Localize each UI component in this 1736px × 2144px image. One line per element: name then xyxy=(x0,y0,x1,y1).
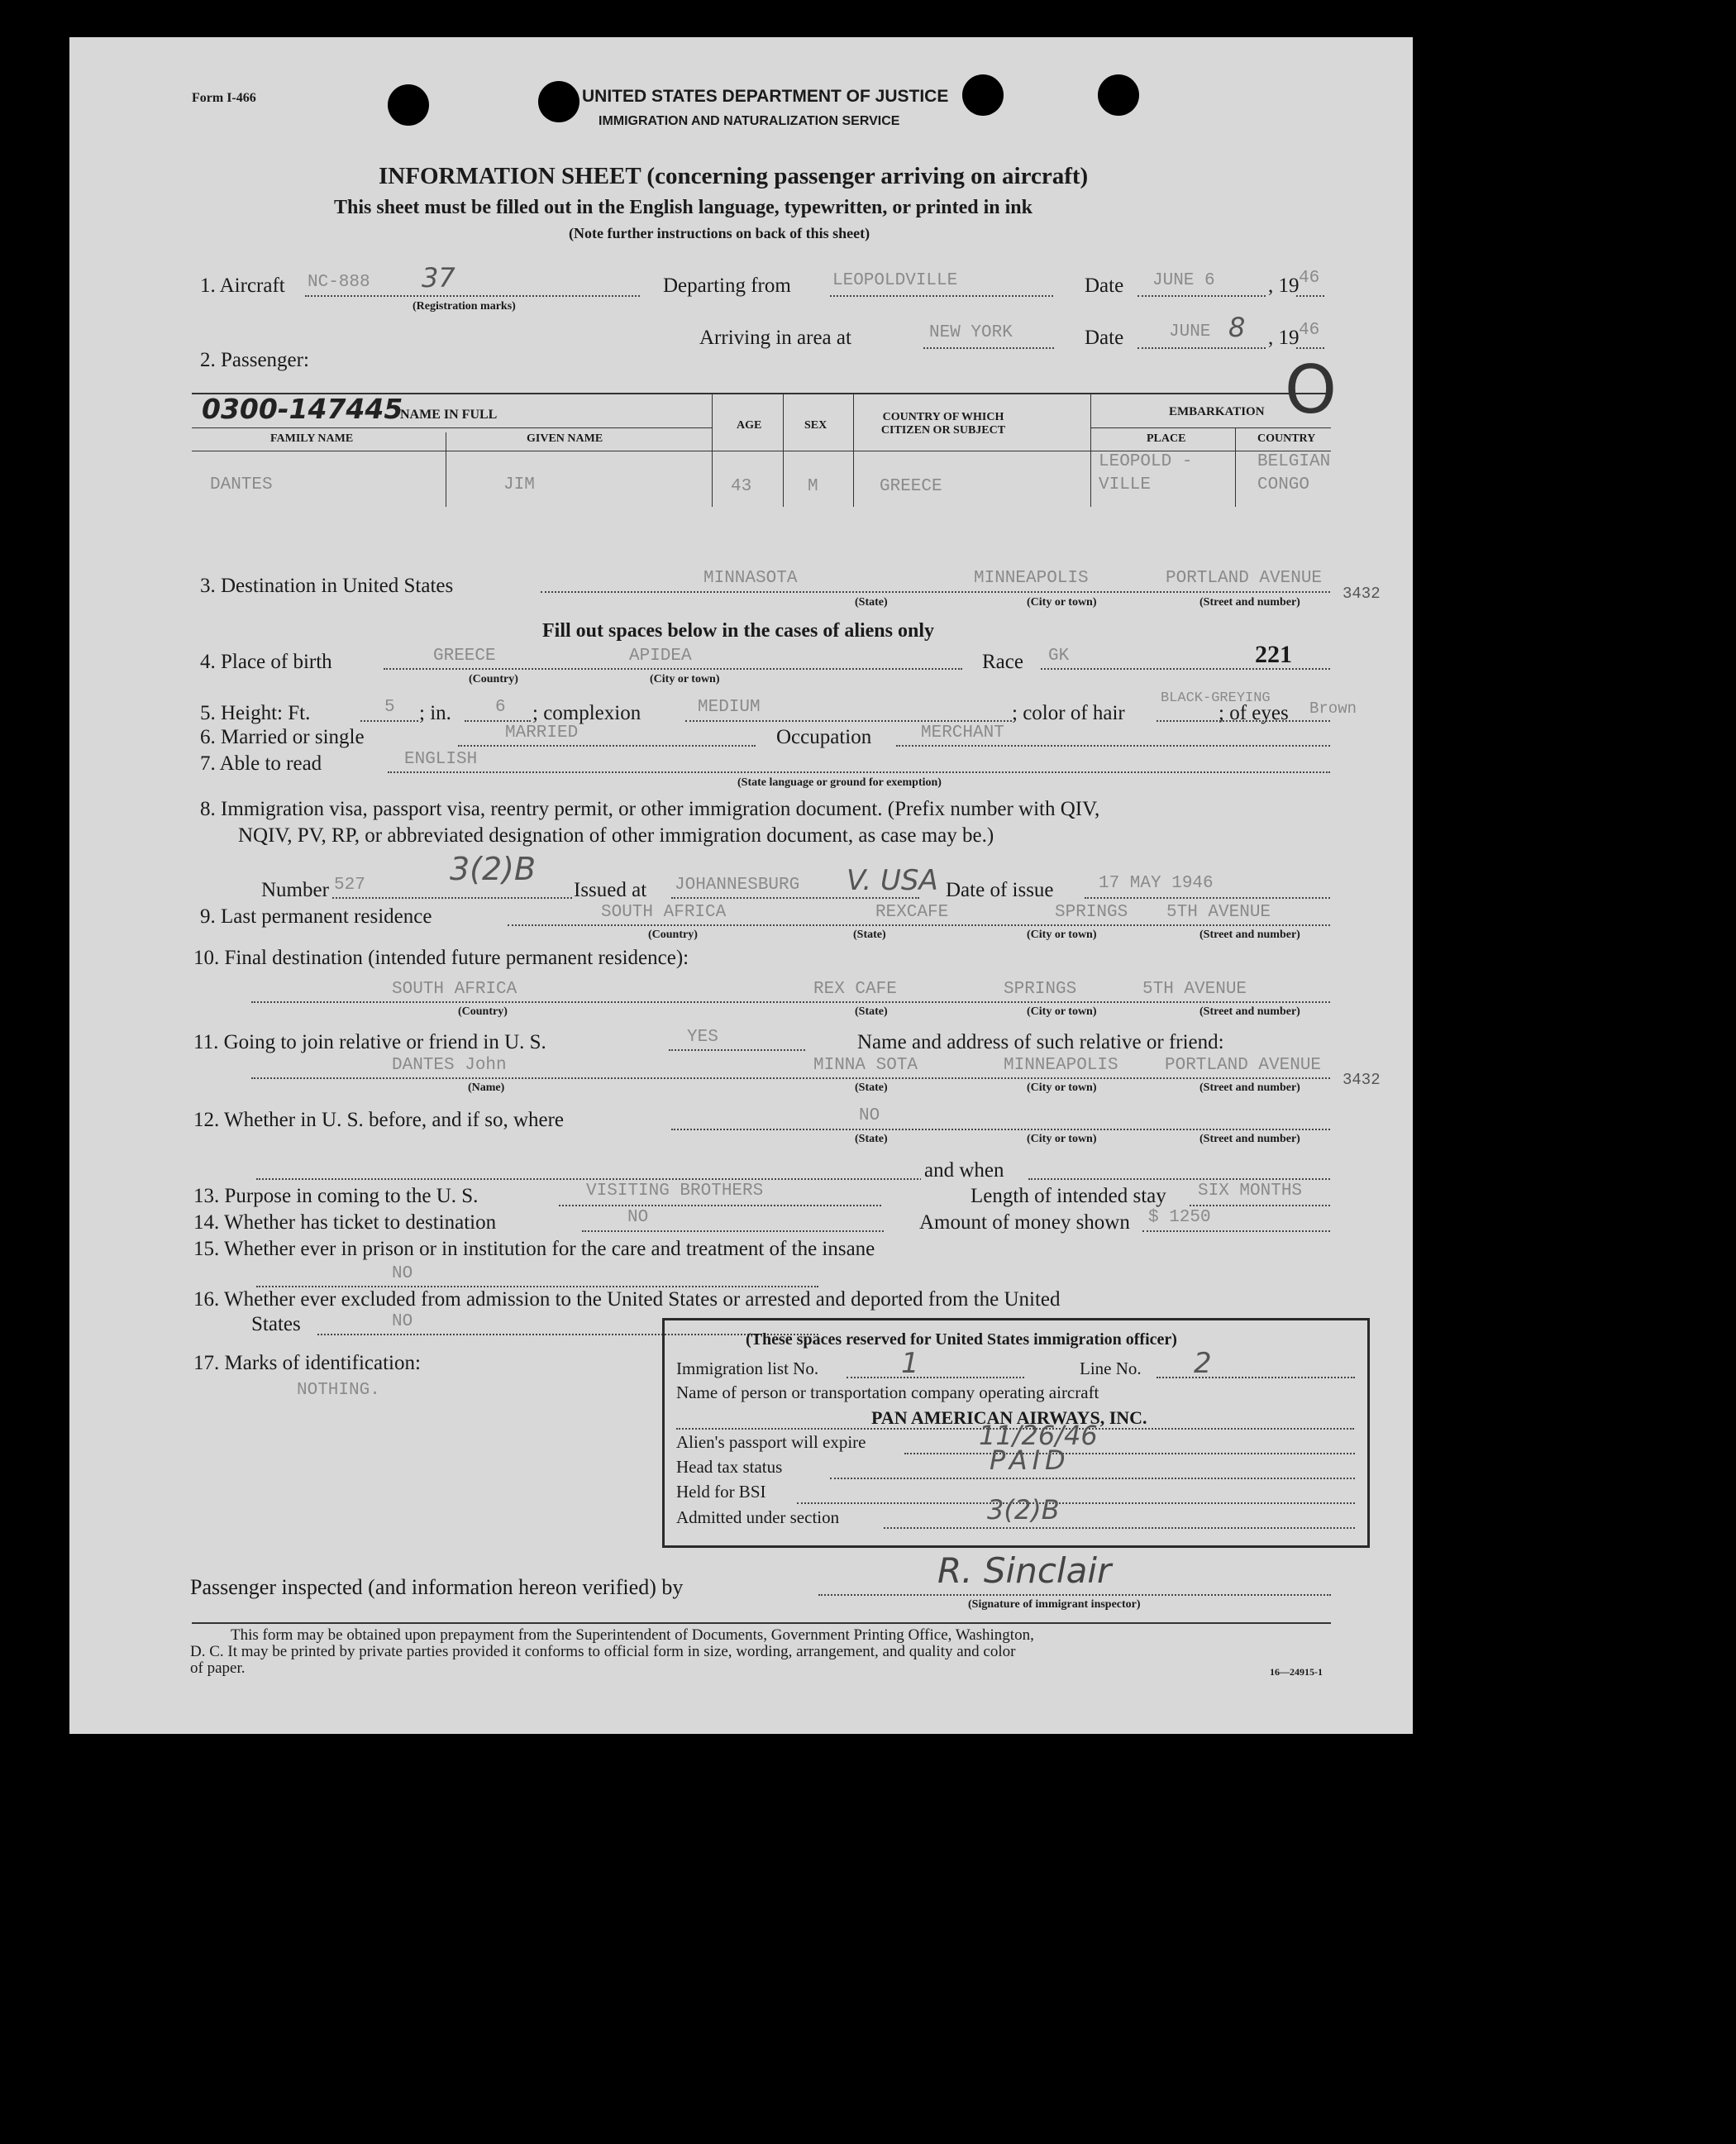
final-city: SPRINGS xyxy=(1004,980,1077,999)
join-value: YES xyxy=(687,1028,718,1047)
aircraft-value: NC-888 xyxy=(308,273,370,292)
passport-value: 11/26/46 xyxy=(979,1420,1098,1451)
name-in-full: NAME IN FULL xyxy=(400,408,498,422)
height-inches-line xyxy=(465,720,531,722)
place-line2: VILLE xyxy=(1099,475,1152,494)
form-number: Form I-466 xyxy=(192,91,256,105)
before-line xyxy=(671,1129,1330,1130)
hair-label: ; color of hair xyxy=(1012,702,1125,724)
purpose-value: VISITING BROTHERS xyxy=(586,1182,764,1201)
year-arrival-line xyxy=(1296,347,1324,349)
operator-value: PAN AMERICAN AIRWAYS, INC. xyxy=(871,1407,1147,1428)
operator-label: Name of person or transportation company operating aircraft xyxy=(676,1382,1099,1402)
form-sheet xyxy=(69,37,1413,1734)
race-value: GK xyxy=(1048,647,1070,666)
birth-line xyxy=(384,668,962,670)
q10-label: 10. Final destination (intended future permanent residence): xyxy=(193,947,689,969)
place-line1: LEOPOLD - xyxy=(1099,452,1193,471)
form-title: INFORMATION SHEET (concerning passenger arriving on aircraft) xyxy=(379,163,1089,189)
departing-label: Departing from xyxy=(663,275,791,297)
residence-street: 5TH AVENUE xyxy=(1166,903,1271,922)
punch-hole-1 xyxy=(388,84,429,126)
relative-cap-city: (City or town) xyxy=(1027,1082,1097,1094)
purpose-line xyxy=(559,1205,881,1206)
relative-cap-state: (State) xyxy=(855,1082,888,1094)
relative-street-number: 3432 xyxy=(1343,1071,1381,1089)
relative-city: MINNEAPOLIS xyxy=(1004,1056,1118,1075)
date-arrival-line xyxy=(1137,347,1266,349)
before-cap-city: (City or town) xyxy=(1027,1133,1097,1145)
given-name-value: JIM xyxy=(503,475,535,494)
line-label: Line No. xyxy=(1080,1359,1142,1378)
marks-value: NOTHING. xyxy=(297,1381,380,1400)
relative-state: MINNA SOTA xyxy=(813,1056,918,1075)
signature-caption: (Signature of immigrant inspector) xyxy=(968,1598,1141,1611)
complexion-line xyxy=(685,720,1012,722)
destination-street-number: 3432 xyxy=(1343,585,1381,603)
number-value: 527 xyxy=(334,876,365,895)
q8-label-line1: 8. Immigration visa, passport visa, reentry permit, or other immigration document. (Prefix number with QIV, xyxy=(200,798,1100,820)
footer-line3: of paper. xyxy=(190,1659,246,1677)
residence-cap-country: (Country) xyxy=(648,929,698,941)
citizen-country-value: GREECE xyxy=(880,477,942,496)
footer-line1: This form may be obtained upon prepayment from the Superintendent of Documents, Government Printing Office, Washington, xyxy=(231,1626,1034,1644)
occupation-value: MERCHANT xyxy=(921,723,1004,743)
year-departure-prefix: , 19 xyxy=(1268,275,1300,297)
stay-value: SIX MONTHS xyxy=(1198,1182,1303,1201)
ticket-value: NO xyxy=(627,1208,649,1227)
when-line xyxy=(1028,1178,1330,1180)
departing-value: LEOPOLDVILLE xyxy=(832,271,958,290)
height-feet-line xyxy=(360,720,418,722)
birth-city: APIDEA xyxy=(629,647,692,666)
final-cap-city: (City or town) xyxy=(1027,1005,1097,1018)
q12-label: 12. Whether in U. S. before, and if so, where xyxy=(193,1109,565,1131)
departing-line xyxy=(830,295,1053,297)
complexion-value: MEDIUM xyxy=(698,698,761,717)
officer-box-title: (These spaces reserved for United States immigration officer) xyxy=(746,1330,1177,1349)
q5-label: 5. Height: Ft. xyxy=(200,702,311,724)
relative-cap-street: (Street and number) xyxy=(1199,1082,1300,1094)
sex-value: M xyxy=(808,477,818,496)
date-departure-label: Date xyxy=(1085,275,1124,297)
residence-line xyxy=(508,924,1330,926)
relative-name: DANTES John xyxy=(392,1056,507,1075)
file-number-handwritten: 0300-147445 xyxy=(202,393,403,425)
q7-label: 7. Able to read xyxy=(200,752,322,775)
before-cap-street: (Street and number) xyxy=(1199,1133,1300,1145)
list-value: 1 xyxy=(901,1347,919,1380)
residence-state: REXCAFE xyxy=(875,903,949,922)
aliens-header: Fill out spaces below in the cases of aliens only xyxy=(542,620,935,642)
date-arrival-handwritten: 8 xyxy=(1228,312,1246,343)
punch-hole-3 xyxy=(962,74,1004,116)
q13-label: 13. Purpose in coming to the U. S. xyxy=(193,1185,479,1207)
footer-rule xyxy=(192,1622,1331,1624)
q15-label: 15. Whether ever in prison or in institution for the care and treatment of the insane xyxy=(193,1238,875,1260)
date-arrival-value: JUNE xyxy=(1169,322,1211,341)
final-cap-country: (Country) xyxy=(458,1005,508,1018)
residence-country: SOUTH AFRICA xyxy=(601,903,727,922)
arriving-value: NEW YORK xyxy=(929,323,1013,342)
signature-line xyxy=(818,1594,1331,1596)
hair-eyes-line xyxy=(1157,720,1330,722)
q11-label: 11. Going to join relative or friend in U. S. xyxy=(193,1031,546,1053)
when-label: and when xyxy=(921,1159,1008,1182)
prison-line xyxy=(256,1286,818,1287)
number-line xyxy=(332,897,572,899)
col-sex: SEX xyxy=(804,419,827,432)
arriving-label: Arriving in area at xyxy=(699,327,851,349)
line-no-line xyxy=(1157,1377,1355,1378)
year-arrival-value: 46 xyxy=(1299,321,1320,340)
q6-label: 6. Married or single xyxy=(200,726,365,748)
relative-street: PORTLAND AVENUE xyxy=(1165,1056,1322,1075)
form-subtitle: This sheet must be filled out in the English language, typewritten, or printed in ink xyxy=(334,197,1033,218)
relative-line xyxy=(251,1077,1330,1079)
q16-label-line1: 16. Whether ever excluded from admission to the United States or arrested and deported from the United xyxy=(193,1288,1061,1311)
marital-value: MARRIED xyxy=(505,723,579,743)
issued-value: JOHANNESBURG xyxy=(675,876,800,895)
q4-label: 4. Place of birth xyxy=(200,651,332,673)
officer-box xyxy=(662,1318,1370,1548)
residence-city: SPRINGS xyxy=(1055,903,1128,922)
headtax-value: PAID xyxy=(990,1444,1071,1476)
height-inches: 6 xyxy=(495,698,506,717)
admitted-line xyxy=(884,1527,1355,1529)
headtax-label: Head tax status xyxy=(676,1457,783,1477)
punch-hole-4 xyxy=(1098,74,1139,116)
date-issue-line xyxy=(1085,897,1330,899)
destination-cap-state: (State) xyxy=(855,596,888,609)
issued-label: Issued at xyxy=(574,879,647,901)
date-issue-value: 17 MAY 1946 xyxy=(1099,874,1214,893)
before-line-2 xyxy=(256,1178,984,1180)
bsi-label: Held for BSI xyxy=(676,1482,766,1502)
admitted-value: 3(2)B xyxy=(987,1494,1060,1526)
aircraft-line xyxy=(305,295,640,297)
passport-label: Alien's passport will expire xyxy=(676,1432,866,1452)
family-name-value: DANTES xyxy=(210,475,273,494)
money-label: Amount of money shown xyxy=(919,1211,1130,1234)
aircraft-handwritten: 37 xyxy=(422,262,455,294)
admitted-label: Admitted under section xyxy=(676,1507,840,1527)
q16-label-line2: States xyxy=(251,1313,301,1335)
race-line xyxy=(1041,668,1330,670)
marital-line xyxy=(458,745,756,747)
residence-cap-street: (Street and number) xyxy=(1199,929,1300,941)
age-value: 43 xyxy=(731,477,752,496)
number-handwritten: 3(2)B xyxy=(450,851,537,887)
final-cap-state: (State) xyxy=(855,1005,888,1018)
money-value: $ 1250 xyxy=(1148,1208,1211,1227)
punch-hole-2 xyxy=(538,81,579,122)
year-arrival-prefix: , 19 xyxy=(1268,327,1300,349)
read-value: ENGLISH xyxy=(404,750,478,769)
col-given-name: GIVEN NAME xyxy=(527,432,603,445)
prison-value: NO xyxy=(392,1264,413,1283)
destination-cap-street: (Street and number) xyxy=(1199,596,1300,609)
read-caption: (State language or ground for exemption) xyxy=(737,776,942,789)
col-place: PLACE xyxy=(1147,432,1186,445)
date-departure-line xyxy=(1137,295,1266,297)
col-embark-country: COUNTRY xyxy=(1257,432,1316,445)
service-name: IMMIGRATION AND NATURALIZATION SERVICE xyxy=(599,114,900,128)
destination-state: MINNASOTA xyxy=(703,569,798,588)
final-cap-street: (Street and number) xyxy=(1199,1005,1300,1018)
occupation-label: Occupation xyxy=(776,726,872,748)
join-line xyxy=(669,1049,805,1051)
height-feet: 5 xyxy=(384,698,395,717)
issued-handwritten: V. USA xyxy=(847,864,938,897)
circle-mark: O xyxy=(1285,351,1337,428)
list-label: Immigration list No. xyxy=(676,1359,819,1378)
embark-country-line2: CONGO xyxy=(1257,475,1310,494)
read-line xyxy=(388,771,1330,773)
excluded-value: NO xyxy=(392,1312,413,1331)
q9-label: 9. Last permanent residence xyxy=(200,905,432,928)
destination-street: PORTLAND AVENUE xyxy=(1166,569,1323,588)
q1-label: 1. Aircraft xyxy=(200,275,285,297)
name-address-label: Name and address of such relative or friend: xyxy=(857,1031,1224,1053)
date-issue-label: Date of issue xyxy=(946,879,1054,901)
final-line xyxy=(251,1001,1330,1003)
col-divider-6 xyxy=(1235,427,1236,507)
footer-line2: D. C. It may be printed by private parties provided it conforms to official form in size, wording, arrangement, and quality and color xyxy=(190,1643,1016,1660)
q8-label-line2: NQIV, PV, RP, or abbreviated designation of other immigration document, as case may be.) xyxy=(238,824,994,847)
hair-value: BLACK-GREYING xyxy=(1161,690,1271,706)
arriving-line xyxy=(923,347,1054,349)
q2-label: 2. Passenger: xyxy=(200,349,309,371)
final-state: REX CAFE xyxy=(813,980,897,999)
list-line xyxy=(847,1377,1024,1378)
aircraft-caption: (Registration marks) xyxy=(413,300,516,313)
money-line xyxy=(1142,1230,1330,1232)
destination-line xyxy=(541,591,1330,593)
col-embarkation: EMBARKATION xyxy=(1169,405,1265,418)
department-name: UNITED STATES DEPARTMENT OF JUSTICE xyxy=(582,87,949,106)
number-label: Number xyxy=(261,879,329,901)
date-departure-value: JUNE 6 xyxy=(1152,271,1215,290)
before-cap-state: (State) xyxy=(855,1133,888,1145)
inspector-signature: R. Sinclair xyxy=(937,1550,1112,1591)
race-code: 221 xyxy=(1255,641,1292,668)
destination-city: MINNEAPOLIS xyxy=(974,569,1089,588)
residence-cap-state: (State) xyxy=(853,929,886,941)
race-label: Race xyxy=(982,651,1023,673)
embark-country-line1: BELGIAN xyxy=(1257,452,1331,471)
complexion-label: ; complexion xyxy=(532,702,641,724)
relative-cap-name: (Name) xyxy=(468,1082,505,1094)
date-arrival-label: Date xyxy=(1085,327,1124,349)
inspected-label: Passenger inspected (and information hereon verified) by xyxy=(190,1575,684,1599)
ticket-line xyxy=(582,1230,884,1232)
eyes-value: Brown xyxy=(1309,700,1357,718)
col-citizen-country: COUNTRY OF WHICH CITIZEN OR SUBJECT xyxy=(880,411,1006,437)
eyes-label: ; of eyes xyxy=(1219,702,1289,724)
final-street: 5TH AVENUE xyxy=(1142,980,1247,999)
final-country: SOUTH AFRICA xyxy=(392,980,517,999)
stay-line xyxy=(1190,1205,1330,1206)
q3-label: 3. Destination in United States xyxy=(200,575,454,597)
occupation-line xyxy=(896,745,1330,747)
issued-line xyxy=(671,897,919,899)
q14-label: 14. Whether has ticket to destination xyxy=(193,1211,497,1234)
residence-cap-city: (City or town) xyxy=(1027,929,1097,941)
birth-cap-country: (Country) xyxy=(469,673,518,685)
form-note: (Note further instructions on back of this sheet) xyxy=(569,225,870,241)
destination-cap-city: (City or town) xyxy=(1027,596,1097,609)
birth-country: GREECE xyxy=(433,647,496,666)
birth-cap-city: (City or town) xyxy=(650,673,720,685)
passport-line xyxy=(904,1453,1355,1454)
year-departure-value: 46 xyxy=(1299,269,1320,288)
line-value: 2 xyxy=(1194,1347,1212,1380)
year-departure-line xyxy=(1296,295,1324,297)
q17-label: 17. Marks of identification: xyxy=(193,1352,421,1374)
before-value: NO xyxy=(859,1106,880,1125)
bsi-line xyxy=(797,1502,1355,1504)
col-family-name: FAMILY NAME xyxy=(270,432,354,445)
headtax-line xyxy=(830,1478,1355,1479)
stay-label: Length of intended stay xyxy=(971,1185,1166,1207)
name-underline xyxy=(192,427,713,428)
col-age: AGE xyxy=(737,419,762,432)
print-code: 16—24915-1 xyxy=(1270,1666,1323,1678)
height-in-label: ; in. xyxy=(419,702,451,724)
